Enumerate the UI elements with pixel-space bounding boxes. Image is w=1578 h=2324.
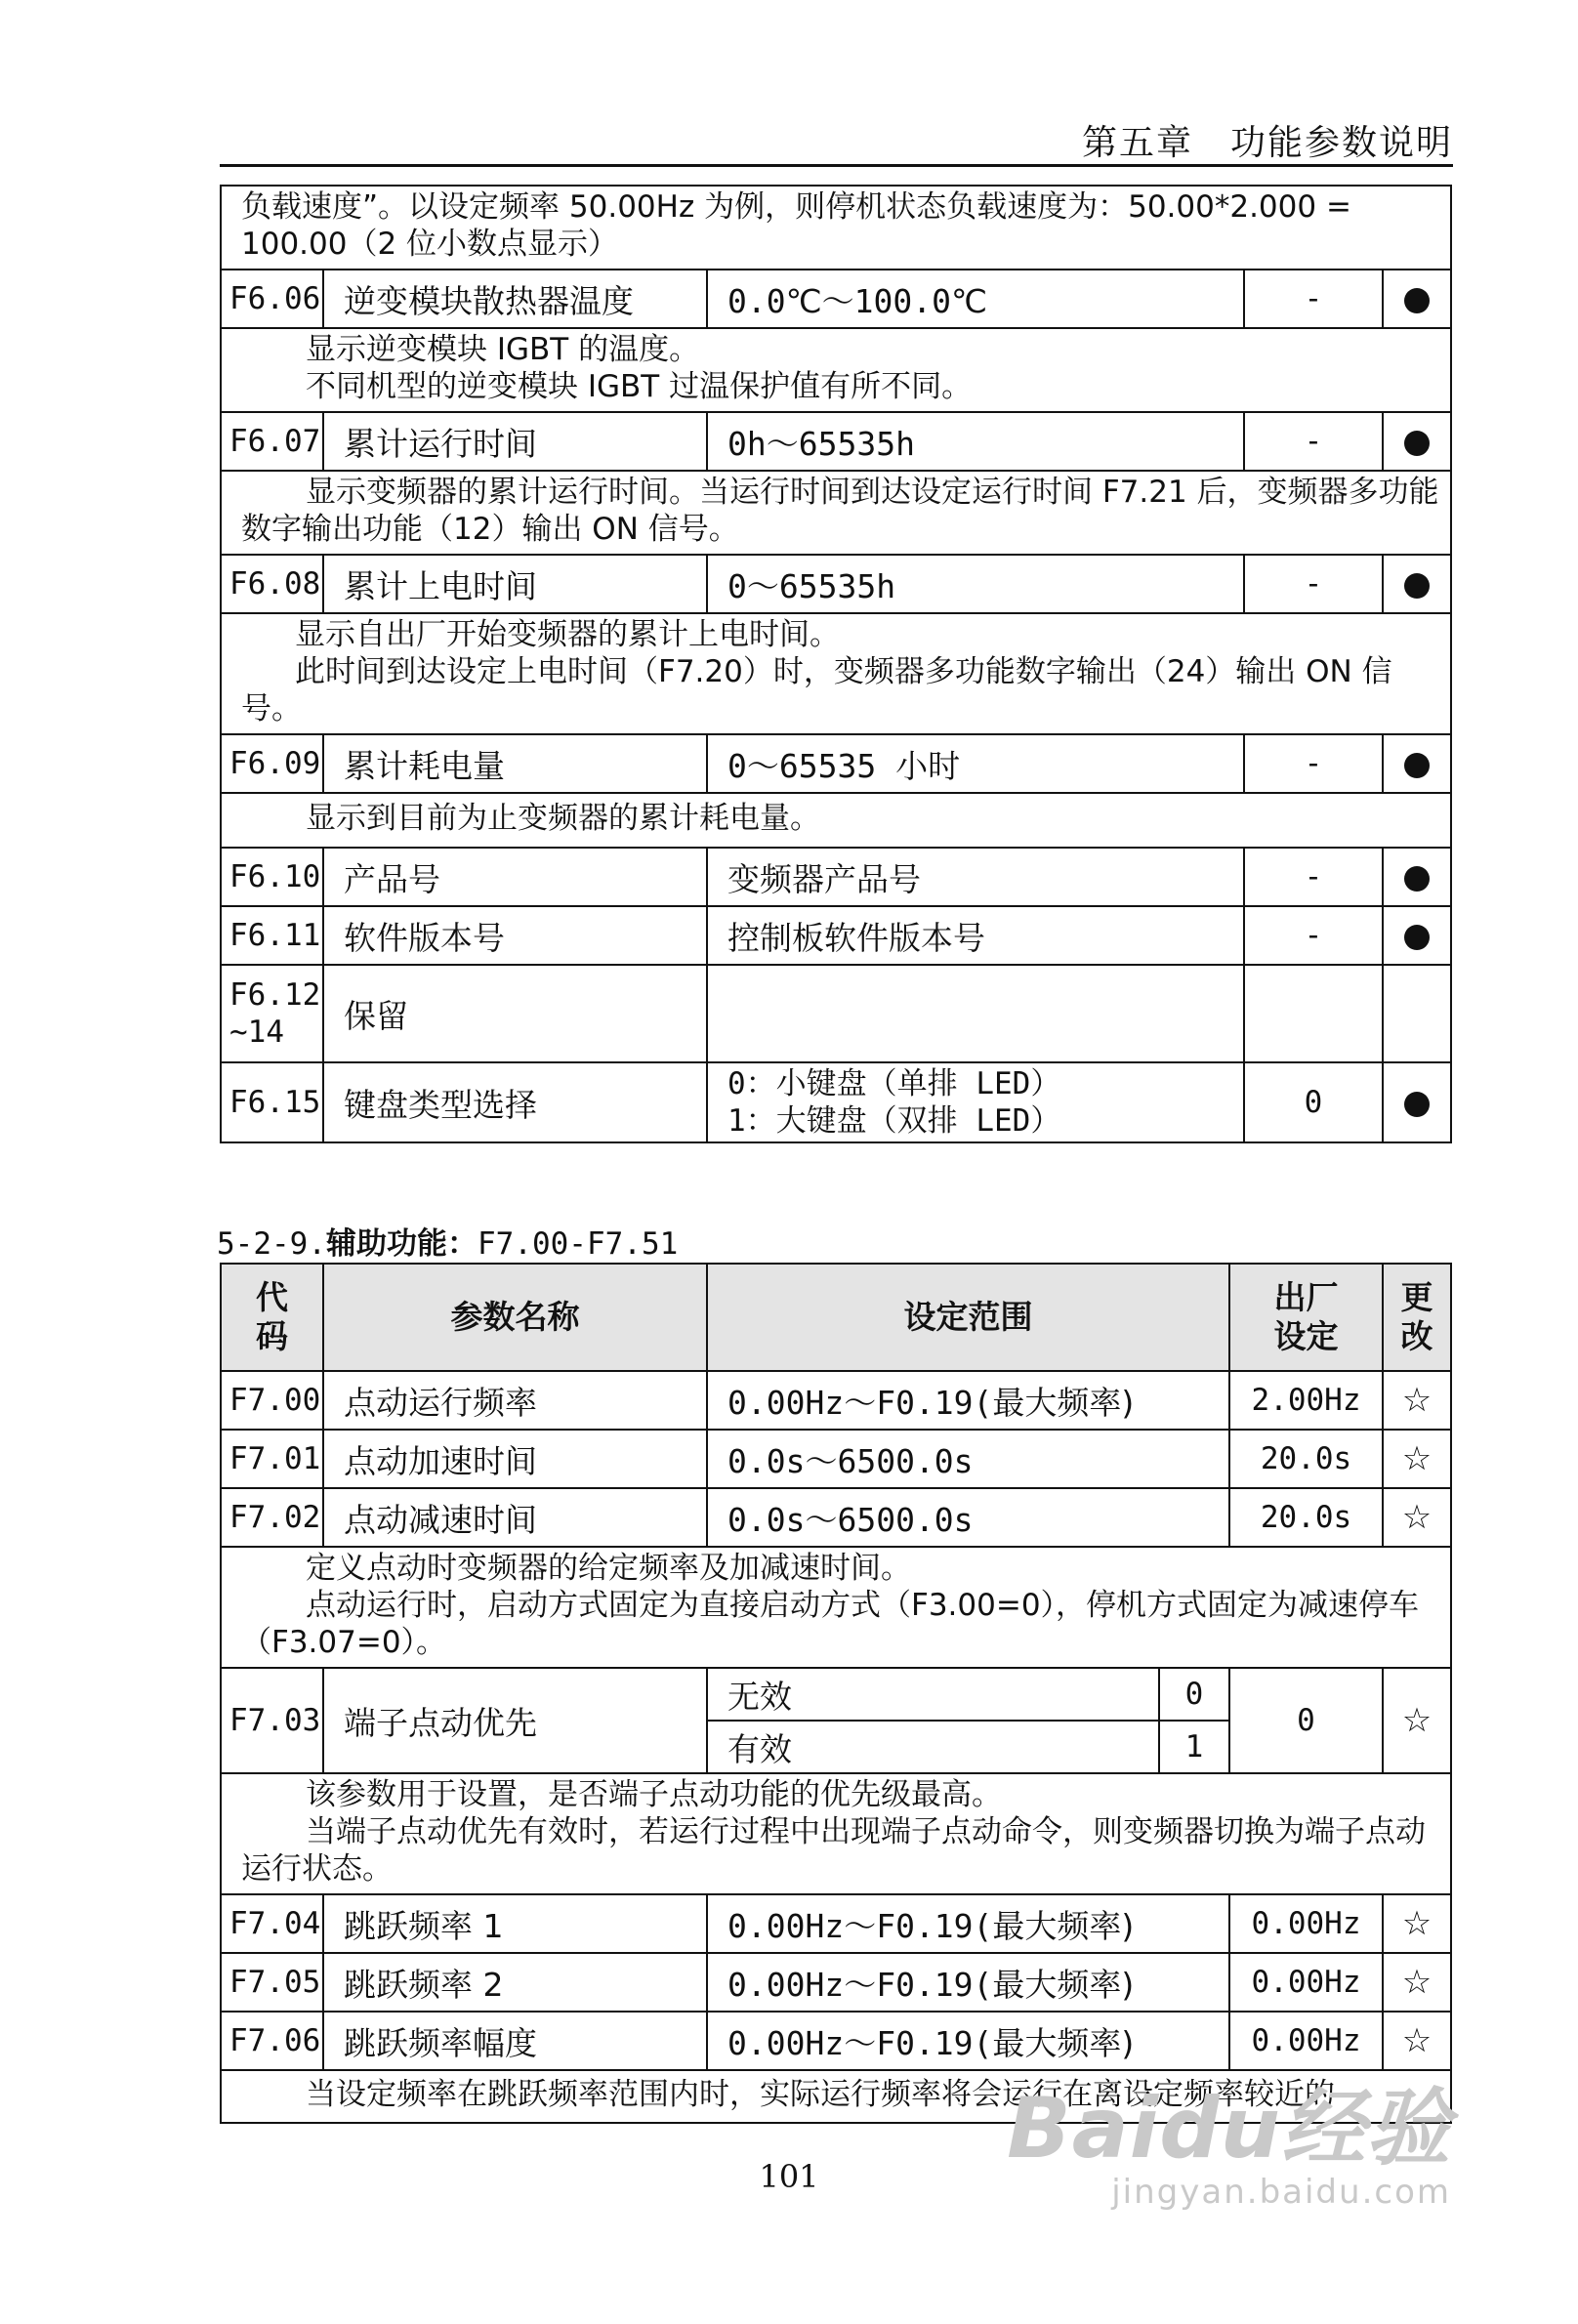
param-range: 0.0s～6500.0s	[707, 1488, 1229, 1547]
param-name: 点动减速时间	[323, 1488, 707, 1547]
param-default: -	[1244, 848, 1383, 906]
param-range: 0h～65535h	[707, 412, 1244, 471]
desc-text: 显示变频器的累计运行时间。当运行时间到达设定运行时间 F7.21 后，变频器多功能数字输出功能（12）输出 ON 信号。	[241, 475, 1439, 547]
table-row	[221, 848, 1451, 906]
param-default: 0.00Hz	[1229, 1894, 1383, 1953]
param-default: -	[1244, 734, 1383, 793]
option-label: 有效	[707, 1721, 1159, 1773]
param-change	[1383, 848, 1451, 906]
filled-dot-icon	[1404, 925, 1430, 950]
param-range: 0.0℃～100.0℃	[707, 270, 1244, 328]
param-default: -	[1244, 270, 1383, 328]
table-row	[221, 1062, 1451, 1142]
table-row	[221, 734, 1451, 793]
param-default: 0	[1244, 1062, 1383, 1142]
star-icon: ☆	[1383, 1488, 1451, 1547]
header-change: 更 改	[1383, 1264, 1451, 1371]
table-row	[221, 412, 1451, 471]
param-name: 端子点动优先	[323, 1668, 707, 1773]
param-change	[1383, 965, 1451, 1062]
table-row	[221, 2012, 1451, 2070]
param-code: F6.11	[221, 906, 323, 965]
filled-dot-icon	[1404, 288, 1430, 313]
param-default: 2.00Hz	[1229, 1371, 1383, 1430]
desc-text: 负载速度”。以设定频率 50.00Hz 为例，则停机状态负载速度为：50.00*2.000 = 100.00（2 位小数点显示）	[241, 189, 1351, 262]
param-change	[1383, 734, 1451, 793]
range-option: 1：大键盘（双排 LED）	[727, 1103, 1061, 1139]
table-row	[221, 1488, 1451, 1547]
desc-text: 不同机型的逆变模块 IGBT 过温保护值有所不同。	[306, 369, 973, 404]
param-default	[1244, 965, 1383, 1062]
desc-text: 定义点动时变频器的给定频率及加减速时间。	[306, 1551, 911, 1586]
watermark-url: jingyan.baidu.com	[1111, 2173, 1451, 2212]
header-code: 代 码	[221, 1264, 323, 1371]
param-name: 跳跃频率 1	[323, 1894, 707, 1953]
param-default: 20.0s	[1229, 1488, 1383, 1547]
param-code: F7.05	[221, 1953, 323, 2012]
param-range: 控制板软件版本号	[707, 906, 1244, 965]
table-row	[221, 1430, 1451, 1488]
table-row	[221, 1668, 1451, 1721]
desc-text: 显示自出厂开始变频器的累计上电时间。	[295, 617, 840, 652]
param-range: 0.00Hz～F0.19(最大频率)	[707, 1371, 1229, 1430]
param-code: F7.04	[221, 1894, 323, 1953]
param-change	[1383, 1062, 1451, 1142]
desc-text: 显示到目前为止变频器的累计耗电量。	[306, 801, 820, 836]
param-table-f7	[220, 1263, 1452, 2124]
option-value: 1	[1159, 1721, 1229, 1773]
param-range: 0.00Hz～F0.19(最大频率)	[707, 1894, 1229, 1953]
param-range: 0～65535 小时	[707, 734, 1244, 793]
param-range: 0.0s～6500.0s	[707, 1430, 1229, 1488]
star-icon: ☆	[1383, 1430, 1451, 1488]
section-name: 辅助功能：	[325, 1226, 478, 1262]
param-code: F7.00	[221, 1371, 323, 1430]
desc-row	[221, 1773, 1451, 1894]
param-name: 累计上电时间	[323, 555, 707, 613]
filled-dot-icon	[1404, 431, 1430, 456]
watermark-logo	[1007, 2080, 1451, 2212]
desc-row	[221, 471, 1451, 555]
param-code: F6.06	[221, 270, 323, 328]
table-row	[221, 555, 1451, 613]
page-header-rule	[220, 164, 1453, 167]
section-number: 5-2-9.	[217, 1226, 326, 1262]
param-code: F6.07	[221, 412, 323, 471]
param-name: 产品号	[323, 848, 707, 906]
param-code: F7.03	[221, 1668, 323, 1773]
star-icon: ☆	[1383, 1371, 1451, 1430]
desc-text: 该参数用于设置，是否端子点动功能的优先级最高。	[306, 1777, 1002, 1812]
param-change	[1383, 412, 1451, 471]
param-range: 0.00Hz～F0.19(最大频率)	[707, 2012, 1229, 2070]
desc-text: 当端子点动优先有效时，若运行过程中出现端子点动命令，则变频器切换为端子点动运行状态。	[241, 1814, 1426, 1887]
filled-dot-icon	[1404, 866, 1430, 892]
desc-text: 此时间到达设定上电时间（F7.20）时，变频器多功能数字输出（24）输出 ON 信号。	[241, 654, 1392, 726]
star-icon: ☆	[1383, 2012, 1451, 2070]
table-row	[221, 965, 1451, 1062]
table-row	[221, 1953, 1451, 2012]
table-row	[221, 270, 1451, 328]
param-name: 累计耗电量	[323, 734, 707, 793]
star-icon: ☆	[1383, 1953, 1451, 2012]
watermark-brand: Baidu经验	[1007, 2080, 1451, 2178]
page-header-title: 第五章 功能参数说明	[1081, 123, 1453, 163]
param-name: 逆变模块散热器温度	[323, 270, 707, 328]
param-code: F6.09	[221, 734, 323, 793]
param-default: -	[1244, 555, 1383, 613]
param-name: 点动运行频率	[323, 1371, 707, 1430]
desc-text: 显示逆变模块 IGBT 的温度。	[306, 332, 700, 367]
table-row	[221, 906, 1451, 965]
param-default: -	[1244, 412, 1383, 471]
param-code: F7.02	[221, 1488, 323, 1547]
table-row	[221, 1894, 1451, 1953]
param-name: 跳跃频率幅度	[323, 2012, 707, 2070]
desc-row	[221, 186, 1451, 270]
param-name: 键盘类型选择	[323, 1062, 707, 1142]
star-icon: ☆	[1383, 1894, 1451, 1953]
param-range: 0.00Hz～F0.19(最大频率)	[707, 1953, 1229, 2012]
table-header-row	[221, 1264, 1451, 1371]
range-option: 0：小键盘（单排 LED）	[727, 1066, 1061, 1101]
desc-row	[221, 793, 1451, 848]
param-change	[1383, 270, 1451, 328]
param-range	[707, 1062, 1244, 1142]
param-name: 点动加速时间	[323, 1430, 707, 1488]
header-range: 设定范围	[707, 1264, 1229, 1371]
param-code: F7.01	[221, 1430, 323, 1488]
section-title	[217, 1219, 678, 1263]
desc-text: 点动运行时，启动方式固定为直接启动方式（F3.00=0），停机方式固定为减速停车（F3.07=0）。	[241, 1588, 1420, 1660]
param-table-f6	[220, 185, 1452, 1143]
param-name: 保留	[323, 965, 707, 1062]
section-range: F7.00-F7.51	[477, 1226, 679, 1262]
desc-row	[221, 1547, 1451, 1668]
param-default: 20.0s	[1229, 1430, 1383, 1488]
star-icon: ☆	[1383, 1668, 1451, 1773]
desc-text: 当设定频率在跳跃频率范围内时，实际运行频率将会运行在离设定频率较近的	[306, 2077, 1335, 2112]
param-code: F7.06	[221, 2012, 323, 2070]
param-code: F6.12 ~14	[221, 965, 323, 1062]
table-row	[221, 1371, 1451, 1430]
param-code: F6.10	[221, 848, 323, 906]
header-name: 参数名称	[323, 1264, 707, 1371]
param-range	[707, 965, 1244, 1062]
param-default: 0.00Hz	[1229, 1953, 1383, 2012]
param-code: F6.08	[221, 555, 323, 613]
filled-dot-icon	[1404, 573, 1430, 599]
param-name: 累计运行时间	[323, 412, 707, 471]
param-change	[1383, 555, 1451, 613]
param-default: 0.00Hz	[1229, 2012, 1383, 2070]
filled-dot-icon	[1404, 753, 1430, 778]
header-default: 出厂 设定	[1229, 1264, 1383, 1371]
param-default: 0	[1229, 1668, 1383, 1773]
param-range: 变频器产品号	[707, 848, 1244, 906]
option-value: 0	[1159, 1668, 1229, 1721]
filled-dot-icon	[1404, 1092, 1430, 1117]
param-default: -	[1244, 906, 1383, 965]
param-code: F6.15	[221, 1062, 323, 1142]
desc-row	[221, 613, 1451, 734]
param-name: 跳跃频率 2	[323, 1953, 707, 2012]
param-name: 软件版本号	[323, 906, 707, 965]
param-change	[1383, 906, 1451, 965]
param-range: 0～65535h	[707, 555, 1244, 613]
page-number: 101	[759, 2158, 819, 2195]
desc-row	[221, 328, 1451, 412]
option-label: 无效	[707, 1668, 1159, 1721]
